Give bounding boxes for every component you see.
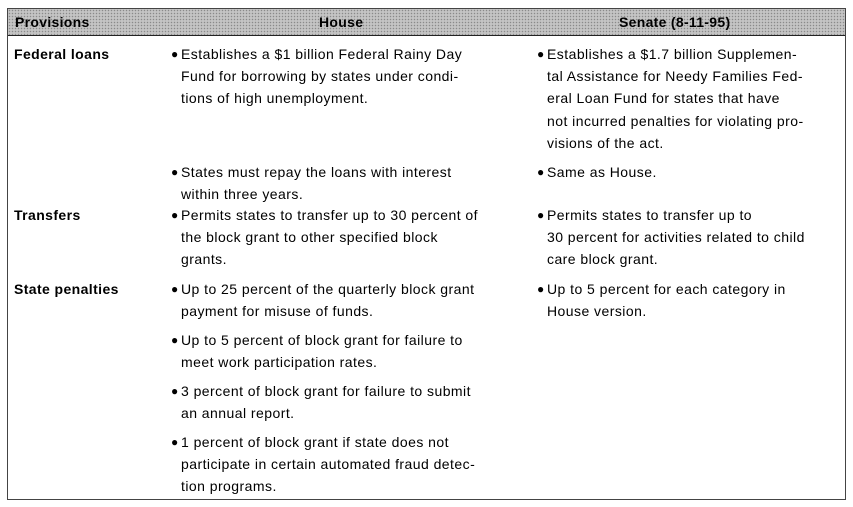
bullet-dot-icon: ● bbox=[537, 165, 545, 179]
list-item: ● Establishes a $1.7 billion Supplemen- tal Assistance for Needy Families Fed- eral Loan Fund for states that have not incurred penalties for violating pro- visions of the act. bbox=[537, 43, 842, 154]
list-item: ● Up to 5 percent for each category in House version. bbox=[537, 278, 842, 322]
header-provisions: Provisions bbox=[15, 14, 90, 30]
bullet-dot-icon: ● bbox=[171, 435, 179, 449]
list-item: ● Up to 5 percent of block grant for failure to meet work participation rates. bbox=[171, 329, 531, 373]
list-item: ● 3 percent of block grant for failure to submit an annual report. bbox=[171, 380, 531, 424]
table-header bbox=[8, 9, 845, 36]
bullet-dot-icon: ● bbox=[537, 282, 545, 296]
list-item: ● Up to 25 percent of the quarterly block grant payment for misuse of funds. bbox=[171, 278, 531, 322]
header-senate: Senate (8-11-95) bbox=[619, 14, 731, 30]
row-label-federal-loans: Federal loans bbox=[14, 46, 110, 62]
list-item: ● Same as House. bbox=[537, 161, 842, 183]
header-house: House bbox=[319, 14, 364, 30]
bullet-dot-icon: ● bbox=[537, 47, 545, 61]
list-item: ● 1 percent of block grant if state does not participate in certain automated fraud detec- tion programs. bbox=[171, 431, 531, 498]
list-item: ● Permits states to transfer up to 30 percent of the block grant to other specified block grants. bbox=[171, 204, 531, 271]
bullet-dot-icon: ● bbox=[537, 208, 545, 222]
bullet-dot-icon: ● bbox=[171, 47, 179, 61]
bullet-dot-icon: ● bbox=[171, 333, 179, 347]
bullet-dot-icon: ● bbox=[171, 282, 179, 296]
bullet-dot-icon: ● bbox=[171, 384, 179, 398]
list-item: ● Permits states to transfer up to 30 percent for activities related to child care block grant. bbox=[537, 204, 842, 271]
row-label-transfers: Transfers bbox=[14, 207, 81, 223]
list-item: ● Establishes a $1 billion Federal Rainy Day Fund for borrowing by states under condi- tions of high unemployment. bbox=[171, 43, 531, 110]
list-item: ● States must repay the loans with interest within three years. bbox=[171, 161, 531, 205]
bullet-dot-icon: ● bbox=[171, 165, 179, 179]
provisions-comparison-table bbox=[7, 8, 846, 500]
bullet-dot-icon: ● bbox=[171, 208, 179, 222]
row-label-state-penalties: State penalties bbox=[14, 281, 119, 297]
